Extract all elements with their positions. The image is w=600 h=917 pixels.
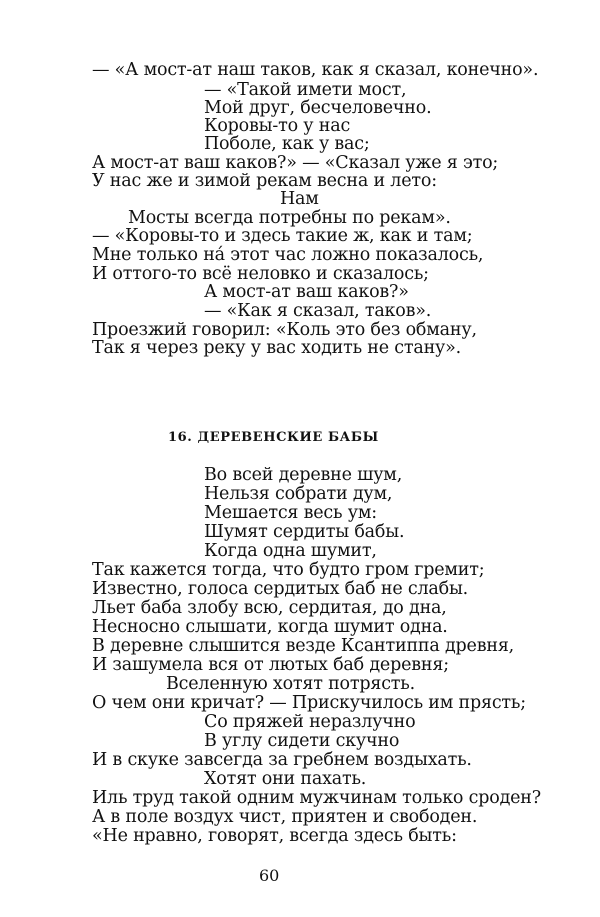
verse-line: Со пряжей неразлучно [204, 712, 416, 732]
verse-line: — «Такой имети мост, [204, 80, 407, 100]
verse-line: Во всей деревне шум, [204, 465, 403, 485]
verse-line: Несносно слышати, когда шумит одна. [92, 617, 448, 637]
verse-line: Когда одна шумит, [204, 541, 377, 561]
verse-line: В углу сидети скучно [204, 731, 400, 751]
verse-line: А в поле воздух чист, приятен и свободен. [92, 807, 478, 827]
verse-line: А мост-ат ваш каков?» [204, 282, 409, 302]
verse-line: Мне только на́ этот час ложно показалось, [92, 245, 484, 265]
poem-title: 16. ДЕРЕВЕНСКИЕ БАБЫ [168, 430, 379, 445]
verse-line: Проезжий говорил: «Коль это без обману, [92, 320, 477, 340]
verse-line: Поболе, как у вас; [204, 134, 370, 154]
verse-line: Вселенную хотят потрясть. [166, 674, 415, 694]
verse-line: И в скуке завсегда за гребнем воздыхать. [92, 750, 472, 770]
verse-line: И зашумела вся от лютых баб деревня; [92, 655, 449, 675]
verse-line: Нельзя собрати дум, [204, 484, 393, 504]
verse-line: — «Коровы-то и здесь такие ж, как и там; [92, 226, 473, 246]
verse-line: Льет баба злобу всю, сердитая, до дна, [92, 598, 447, 618]
verse-line: Так кажется тогда, что будто гром гремит; [92, 560, 485, 580]
verse-line: Мешается весь ум: [204, 503, 377, 523]
verse-line: О чем они кричат? — Прискучилось им прясть; [92, 693, 526, 713]
verse-line: Шумят сердиты бабы. [204, 522, 405, 542]
verse-line: Коровы-то у нас [204, 116, 351, 136]
verse-line: У нас же и зимой рекам весна и лето: [92, 171, 437, 191]
verse-line: В деревне слышится везде Ксантиппа древня, [92, 636, 515, 656]
verse-line: — «А мост-ат наш таков, как я сказал, конечно». [92, 60, 539, 80]
verse-line: Хотят они пахать. [204, 769, 367, 789]
verse-line: Мосты всегда потребны по рекам». [128, 208, 451, 228]
verse-line: Мой друг, бесчеловечно. [204, 98, 432, 118]
verse-line: Нам [280, 189, 319, 209]
verse-line: «Не нравно, говорят, всегда здесь быть: [92, 826, 457, 846]
verse-line: Иль труд такой одним мужчинам только сроден? [92, 788, 541, 808]
verse-line: — «Как я сказал, таков». [204, 301, 432, 321]
verse-line: Так я через реку у вас ходить не стану». [92, 338, 462, 358]
verse-line: Известно, голоса сердитых баб не слабы. [92, 579, 469, 599]
verse-line: А мост-ат ваш каков?» — «Сказал уже я это; [92, 153, 499, 173]
page-number: 60 [259, 866, 280, 885]
verse-line: И оттого-то всё неловко и сказалось; [92, 264, 429, 284]
